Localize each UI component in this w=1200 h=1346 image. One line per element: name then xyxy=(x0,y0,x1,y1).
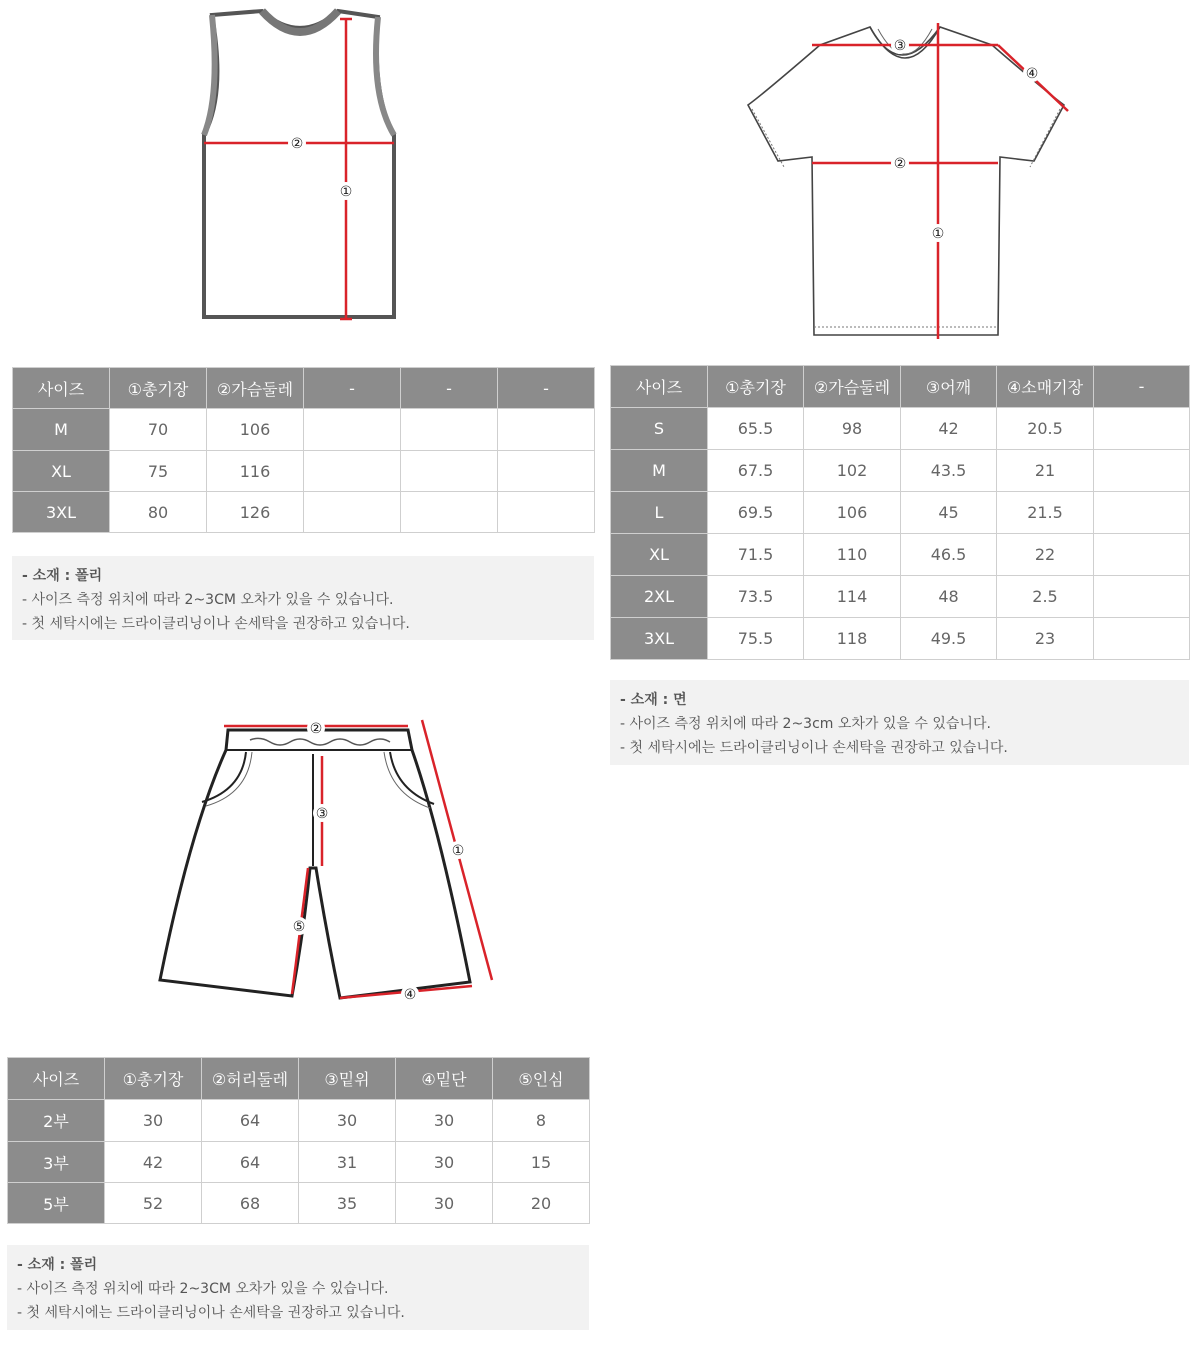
size-cell: 2부 xyxy=(8,1100,105,1142)
value-cell: 43.5 xyxy=(901,450,997,492)
shorts-header-col: ①총기장 xyxy=(105,1058,202,1100)
size-cell: XL xyxy=(13,451,110,492)
value-cell: 126 xyxy=(207,492,304,533)
value-cell: 110 xyxy=(804,534,901,576)
value-cell: 30 xyxy=(396,1183,493,1224)
value-cell xyxy=(1094,492,1190,534)
value-cell xyxy=(1094,408,1190,450)
value-cell: 15 xyxy=(493,1142,590,1183)
tshirt-chest-label: ② xyxy=(893,156,907,172)
tank-top-outline xyxy=(204,11,394,317)
tank-material-note: - 소재 : 폴리 xyxy=(22,568,103,584)
tank-size-table xyxy=(12,367,595,533)
size-cell: M xyxy=(13,409,110,451)
size-cell: 2XL xyxy=(611,576,708,618)
value-cell: 80 xyxy=(110,492,207,533)
table-row xyxy=(611,408,1190,450)
size-cell: L xyxy=(611,492,708,534)
value-cell: 2.5 xyxy=(997,576,1094,618)
size-cell: S xyxy=(611,408,708,450)
table-row xyxy=(13,409,595,451)
value-cell xyxy=(498,451,595,492)
value-cell: 49.5 xyxy=(901,618,997,660)
value-cell: 69.5 xyxy=(708,492,804,534)
shorts-header-col: ④밑단 xyxy=(396,1058,493,1100)
shorts-header-col: ⑤인심 xyxy=(493,1058,590,1100)
value-cell: 114 xyxy=(804,576,901,618)
value-cell: 22 xyxy=(997,534,1094,576)
value-cell: 30 xyxy=(299,1100,396,1142)
tank-header-row xyxy=(13,368,595,409)
table-row xyxy=(611,534,1190,576)
shorts-svg xyxy=(150,710,510,1010)
value-cell: 21 xyxy=(997,450,1094,492)
value-cell: 30 xyxy=(396,1142,493,1183)
shorts-note-line: - 사이즈 측정 위치에 따라 2~3CM 오차가 있을 수 있습니다. xyxy=(17,1281,389,1297)
value-cell: 46.5 xyxy=(901,534,997,576)
tank-header-col: - xyxy=(498,368,595,409)
value-cell xyxy=(304,409,401,451)
value-cell xyxy=(401,492,498,533)
value-cell xyxy=(1094,534,1190,576)
size-cell: XL xyxy=(611,534,708,576)
value-cell: 106 xyxy=(207,409,304,451)
size-cell: 3부 xyxy=(8,1142,105,1183)
value-cell: 42 xyxy=(105,1142,202,1183)
value-cell: 98 xyxy=(804,408,901,450)
value-cell xyxy=(304,492,401,533)
tank-header-size: 사이즈 xyxy=(13,368,110,409)
tshirt-diagram xyxy=(740,5,1080,345)
size-cell: 5부 xyxy=(8,1183,105,1224)
tshirt-svg xyxy=(740,5,1080,345)
table-row xyxy=(611,450,1190,492)
shorts-header-row xyxy=(8,1058,590,1100)
tank-header-col: - xyxy=(401,368,498,409)
tank-top-diagram xyxy=(190,5,410,325)
shorts-material-note: - 소재 : 폴리 xyxy=(17,1257,98,1273)
value-cell: 31 xyxy=(299,1142,396,1183)
value-cell xyxy=(304,451,401,492)
value-cell: 75.5 xyxy=(708,618,804,660)
value-cell: 67.5 xyxy=(708,450,804,492)
value-cell: 52 xyxy=(105,1183,202,1224)
tshirt-material-note: - 소재 : 면 xyxy=(620,692,687,708)
value-cell: 21.5 xyxy=(997,492,1094,534)
table-row xyxy=(8,1183,590,1224)
table-row xyxy=(8,1142,590,1183)
shorts-inseam-label: ⑤ xyxy=(292,919,306,935)
tank-note-line: - 첫 세탁시에는 드라이클리닝이나 손세탁을 권장하고 있습니다. xyxy=(22,616,410,632)
value-cell: 116 xyxy=(207,451,304,492)
value-cell xyxy=(498,492,595,533)
value-cell: 30 xyxy=(396,1100,493,1142)
tank-header-col: ①총기장 xyxy=(110,368,207,409)
tank-note-line: - 사이즈 측정 위치에 따라 2~3CM 오차가 있을 수 있습니다. xyxy=(22,592,394,608)
shorts-hem-label: ④ xyxy=(403,987,417,1003)
tshirt-header-col: ③어깨 xyxy=(901,366,997,408)
table-row xyxy=(8,1100,590,1142)
tank-header-col: ②가슴둘레 xyxy=(207,368,304,409)
tank-chest-label: ② xyxy=(290,136,304,152)
value-cell: 23 xyxy=(997,618,1094,660)
shorts-diagram xyxy=(150,710,510,1010)
value-cell xyxy=(401,409,498,451)
value-cell xyxy=(498,409,595,451)
table-row xyxy=(611,492,1190,534)
value-cell xyxy=(1094,450,1190,492)
tshirt-outline xyxy=(748,27,1064,335)
shorts-note-line: - 첫 세탁시에는 드라이클리닝이나 손세탁을 권장하고 있습니다. xyxy=(17,1305,405,1321)
value-cell xyxy=(1094,618,1190,660)
value-cell: 118 xyxy=(804,618,901,660)
value-cell: 42 xyxy=(901,408,997,450)
value-cell: 73.5 xyxy=(708,576,804,618)
tank-length-label: ① xyxy=(339,184,353,200)
value-cell: 106 xyxy=(804,492,901,534)
tshirt-header-col: ②가슴둘레 xyxy=(804,366,901,408)
value-cell: 45 xyxy=(901,492,997,534)
shorts-size-table xyxy=(7,1057,590,1224)
tshirt-note-line: - 사이즈 측정 위치에 따라 2~3cm 오차가 있을 수 있습니다. xyxy=(620,716,991,732)
shorts-notes xyxy=(7,1245,589,1330)
shorts-header-size: 사이즈 xyxy=(8,1058,105,1100)
value-cell: 64 xyxy=(202,1142,299,1183)
value-cell xyxy=(401,451,498,492)
value-cell: 75 xyxy=(110,451,207,492)
tshirt-size-table xyxy=(610,365,1190,660)
value-cell: 68 xyxy=(202,1183,299,1224)
size-cell: M xyxy=(611,450,708,492)
shorts-length-label: ① xyxy=(451,843,465,859)
value-cell: 20 xyxy=(493,1183,590,1224)
tank-header-col: - xyxy=(304,368,401,409)
tshirt-header-row xyxy=(611,366,1190,408)
shorts-rise-label: ③ xyxy=(315,806,329,822)
value-cell: 30 xyxy=(105,1100,202,1142)
shorts-header-col: ③밑위 xyxy=(299,1058,396,1100)
size-cell: 3XL xyxy=(13,492,110,533)
shorts-outline xyxy=(160,730,470,998)
tshirt-header-col: ①총기장 xyxy=(708,366,804,408)
table-row xyxy=(13,492,595,533)
value-cell: 64 xyxy=(202,1100,299,1142)
value-cell: 35 xyxy=(299,1183,396,1224)
tshirt-header-size: 사이즈 xyxy=(611,366,708,408)
tshirt-note-line: - 첫 세탁시에는 드라이클리닝이나 손세탁을 권장하고 있습니다. xyxy=(620,740,1008,756)
value-cell: 8 xyxy=(493,1100,590,1142)
size-cell: 3XL xyxy=(611,618,708,660)
table-row xyxy=(611,576,1190,618)
tshirt-notes xyxy=(610,680,1189,765)
tshirt-header-col: - xyxy=(1094,366,1190,408)
value-cell: 102 xyxy=(804,450,901,492)
value-cell: 65.5 xyxy=(708,408,804,450)
tank-notes xyxy=(12,556,594,640)
tshirt-shoulder-label: ③ xyxy=(893,38,907,54)
tshirt-length-label: ① xyxy=(931,226,945,242)
shorts-waist-label: ② xyxy=(309,721,323,737)
value-cell: 71.5 xyxy=(708,534,804,576)
shorts-header-col: ②허리둘레 xyxy=(202,1058,299,1100)
tshirt-header-col: ④소매기장 xyxy=(997,366,1094,408)
tshirt-sleeve-label: ④ xyxy=(1025,66,1039,82)
value-cell: 70 xyxy=(110,409,207,451)
table-row xyxy=(13,451,595,492)
table-row xyxy=(611,618,1190,660)
value-cell xyxy=(1094,576,1190,618)
tank-top-svg xyxy=(190,5,410,325)
value-cell: 20.5 xyxy=(997,408,1094,450)
value-cell: 48 xyxy=(901,576,997,618)
